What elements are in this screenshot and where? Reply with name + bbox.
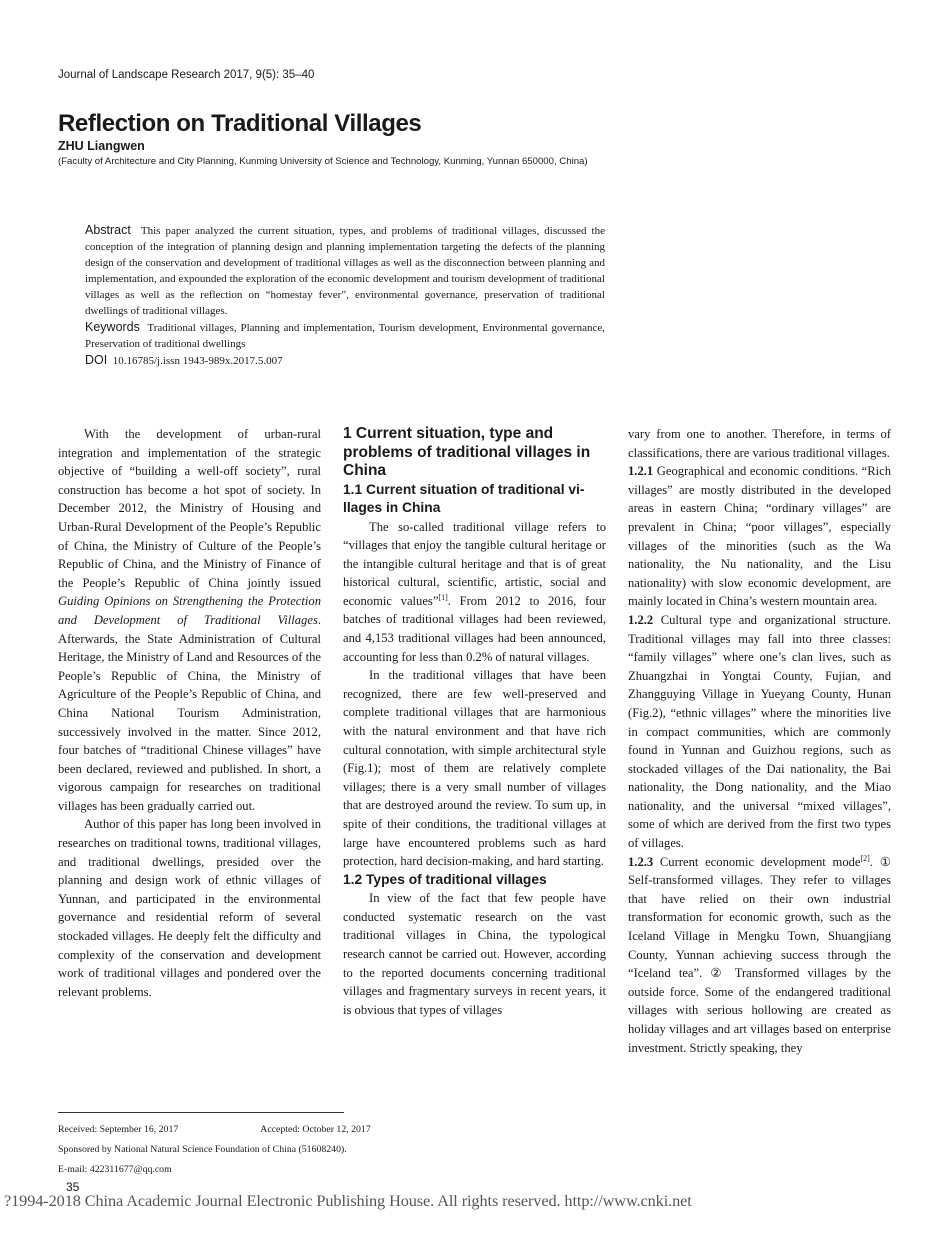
subsection-number-1-2-3: 1.2.3	[628, 854, 654, 869]
footnote-divider	[58, 1112, 344, 1113]
journal-citation: Journal of Landscape Research 2017, 9(5): 35–40	[58, 69, 315, 81]
paragraph-1-2-2	[628, 611, 891, 853]
abstract	[85, 222, 605, 319]
sponsor-note: Sponsored by National Natural Science Foundation of China (51608240).	[58, 1144, 347, 1155]
paragraph-1-2-3	[628, 853, 891, 1058]
page-number: 35	[66, 1180, 80, 1194]
keywords-label: Keywords	[85, 320, 140, 334]
body-column-3	[628, 425, 891, 1057]
author-name: ZHU Liangwen	[58, 139, 145, 153]
footnotes	[58, 1120, 371, 1180]
paper-title: Reflection on Traditional Villages	[58, 110, 422, 137]
paragraph-definition	[343, 518, 606, 667]
section-heading-1: 1 Current situation, type and problems of traditional villages in China	[343, 425, 591, 479]
doi	[85, 352, 605, 369]
paragraph-1-2-2-text: Cultural type and organizational structure. Traditional villages may fall into three classes: “family villages” where one’s clan lives, such as Zhuangzhai in Yongtai County, Fujian, and Zhangguying Village in Yueyang County, Hunan (Fig.2), “ethnic villages” where the minorities live in compact communities, which are commonly found in Yunnan and Guizhou regions, such as stockaded villages of the Dai nationality, the Bai nationality, the Dong nationality, and the Miao nationality, and the universal “mixed villages”, some of which are derived from the first two types of villages.	[628, 612, 891, 851]
email-note: E-mail: 422311677@qq.com	[58, 1164, 172, 1175]
dates-line	[58, 1120, 371, 1140]
paragraph-author: Author of this paper has long been involved in researches on traditional towns, traditional villages, and traditional dwellings, presided over the planning and design work of ethnic villages of Yunnan, and participated in the environmental governance and residential reform of several stockaded villages. He deeply felt the difficulty and complexity of the conservation and development work of traditional villages and pondered over the relevant problems.	[58, 817, 321, 999]
subsection-heading-1-2: 1.2 Types of traditional villages	[343, 871, 547, 887]
citation-ref-2[interactable]: [2]	[860, 853, 870, 863]
doi-label: DOI	[85, 353, 108, 367]
paragraph-intro	[58, 425, 321, 815]
paragraph-types: In view of the fact that few people have conducted systematic research on the vast traditional villages in China, the typological research cannot be carried out. However, according to the reported documents concerning traditional villages and fragmentary surveys in recent years, it is obvious that types of villages	[343, 891, 606, 1017]
intro-text-a: With the development of urban-rural integration and implementation of the strategic objective of “building a well-off society”, rural construction has become a hot spot of society. In December 2012, the Ministry of Housing and Urban-Rural Development of the People’s Republic of China, the Ministry of Culture of the People’s Republic of China, and the Ministry of Finance of the People’s Republic of China jointly issued	[58, 427, 321, 590]
keywords	[85, 319, 605, 352]
paragraph-classifications: vary from one to another. Therefore, in terms of classifications, there are various traditional villages.	[628, 427, 891, 460]
keywords-text: Traditional villages, Planning and implementation, Tourism development, Environmental governance, Preservation of traditional dwellings	[85, 322, 605, 350]
paragraph-1-2-3-text-b: . ① Self-transformed villages. They refer to villages that have relied on their own industrial transformation for economic growth, such as the Iceland Village in Mengku Town, Shuangjiang County, Yunnan achieving success through the “Iceland tea”. ② Transformed villages by the outside force. Some of the endangered traditional villages with serious hollowing are created as holiday villages and art villages based on enterprise investment. Strictly speaking, they	[628, 854, 891, 1055]
definition-text-b: . From 2012 to 2016, four batches of traditional villages had been reviewed, and 4,153 traditional villages had been announced, accounting for less than 0.2% of natural villages.	[343, 593, 606, 664]
citation-ref-1[interactable]: [1]	[438, 592, 448, 602]
abstract-text: This paper analyzed the current situation, types, and problems of traditional villages, discussed the conception of the integration of planning design and planning implementation targeting the defects of the planning design of the conservation and development of traditional villages as well as the disconnection between planning and implementation, and expounded the exploration of the economic development and tourism development of traditional villages as well as the reflection on “homestay fever”, environmental governance, preservation of traditional dwellings of traditional villages.	[85, 225, 605, 317]
body-column-1	[58, 425, 321, 1001]
abstract-label: Abstract	[85, 223, 131, 237]
paragraph-1-2-3-text-a: Current economic development mode	[653, 854, 861, 869]
paragraph-1-2-1-text: Geographical and economic conditions. “Rich villages” are mostly distributed in the developed areas in eastern China; “ordinary villages” are prevalent in China; “poor villages”, especially villages of the minorities (such as the Wa nationality, the Nu nationality, and the Lisu nationality) with slow economic development, are mainly located in China’s western mountain area.	[628, 464, 891, 609]
doi-link[interactable]: 10.16785/j.issn 1943-989x.2017.5.007	[112, 355, 283, 367]
definition-text-a: The so-called traditional village refers to “villages that enjoy the tangible cultural heritage or the intangible cultural heritage and that is of great historical cultural, scientific, artistic, social and economic values”	[343, 519, 606, 608]
copyright-watermark: ?1994-2018 China Academic Journal Electronic Publishing House. All rights reserved. http://www.cnki.net	[4, 1191, 692, 1210]
author-affiliation: (Faculty of Architecture and City Planning, Kunming University of Science and Technology, Kunming, Yunnan 650000, China)	[58, 156, 588, 167]
subsection-number-1-2-1: 1.2.1	[628, 464, 654, 479]
abstract-block	[85, 222, 605, 369]
accepted-date: Accepted: October 12, 2017	[260, 1124, 371, 1135]
body-column-2	[343, 425, 606, 1019]
subsection-number-1-2-2: 1.2.2	[628, 612, 654, 627]
subsection-heading-1-1: 1.1 Current situation of traditional vi-llages in China	[343, 481, 585, 515]
paragraph-recognized: In the traditional villages that have been recognized, there are few well-preserved and complete traditional villages that are harmonious with the natural environment and that have rich cultural connotation, with simple architectural style (Fig.1); most of them are relatively complete villages; there is a very small number of villages that are destroyed around the review. To sum up, in spite of their conditions, the traditional villages at large have encountered problems such as hard protection, hard decision-making, and hard starting.	[343, 668, 606, 869]
guiding-opinions-title: Guiding Opinions on Strengthening the Protection and Development of Traditional Villages	[58, 594, 321, 627]
received-date: Received: September 16, 2017	[58, 1124, 179, 1135]
paragraph-1-2-1	[628, 462, 891, 611]
intro-text-b: . Afterwards, the State Administration of Cultural Heritage, the Ministry of Land and Resources of the People’s Republic of China, the Ministry of Agriculture of the People’s Republic of China, and China National Tourism Administration, successively involved in the matter. Since 2012, four batches of “traditional Chinese villages” have been declared, reviewed and published. In short, a vigorous campaign for researches on traditional villages has been gradually carried out.	[58, 612, 321, 813]
